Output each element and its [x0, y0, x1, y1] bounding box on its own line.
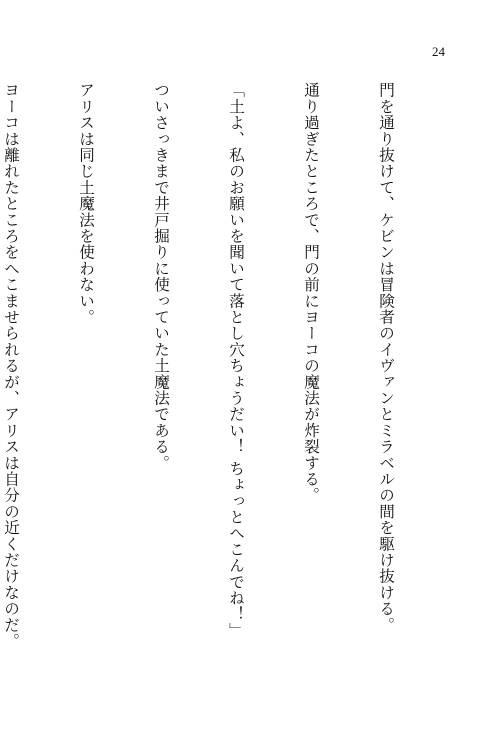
page-number: 24 — [432, 44, 445, 59]
text-line: 門を通り抜けて、ケビンは冒険者のイヴァンとミラベルの間を駆け抜ける。 — [377, 82, 395, 633]
text-line: ついさっきまで井戸掘りに使っていた土魔法である。 — [152, 82, 170, 471]
text-line: 通り過ぎたところで、門の前にヨーコの魔法が炸裂する。 — [302, 82, 320, 504]
text-line: アリスは同じ土魔法を使わない。 — [77, 82, 95, 325]
text-line: ヨーコは離れたところをへこませられるが、アリスは自分の近くだけなのだ。 — [2, 82, 20, 649]
body-text — [2, 82, 448, 672]
text-line: 「土よ、私のお願いを聞いて落とし穴ちょうだい！ ちょっとへこんでね！」 — [227, 82, 245, 639]
